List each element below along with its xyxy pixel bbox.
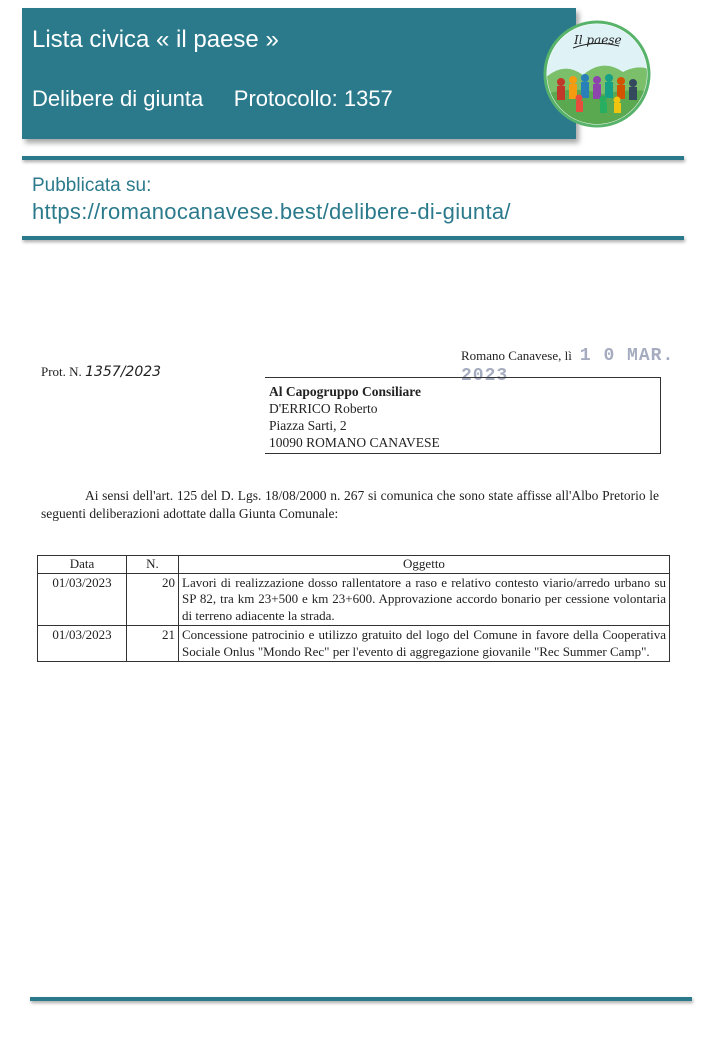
divider-top bbox=[22, 156, 684, 160]
recipient-box bbox=[265, 377, 661, 454]
column-header: Data bbox=[38, 556, 127, 574]
protocol-label: Protocollo: 1357 bbox=[233, 86, 393, 111]
logo-image bbox=[543, 20, 651, 128]
row-subject: Lavori di realizzazione dosso rallentatore a raso e relativo contesto viario/arredo urbano su SP 82, tra km 23+500 e km 23+600. Approvazione accordo bonario per cessione volontaria di terreno adiacente la strada. bbox=[179, 573, 670, 626]
recipient-line: Piazza Sarti, 2 bbox=[269, 418, 347, 433]
recipient-line: Al Capogruppo Consiliare bbox=[269, 384, 422, 399]
table-header-row bbox=[38, 556, 670, 574]
row-number: 20 bbox=[127, 573, 179, 626]
header-banner bbox=[22, 8, 576, 139]
intro-text: Ai sensi dell'art. 125 del D. Lgs. 18/08/2000 n. 267 si comunica che sono state affisse all'Albo Pretorio le seguenti deliberazioni adottate dalla Giunta Comunale: bbox=[41, 488, 659, 521]
published-label: Pubblicata su: bbox=[32, 175, 152, 196]
row-number: 21 bbox=[127, 626, 179, 662]
row-date: 01/03/2023 bbox=[38, 573, 127, 626]
prot-label: Prot. N. bbox=[41, 364, 82, 379]
page-title: Lista civica « il paese » bbox=[32, 26, 279, 53]
column-header: Oggetto bbox=[179, 556, 670, 574]
deliberations-table bbox=[37, 555, 670, 662]
row-subject: Concessione patrocinio e utilizzo gratuito del logo del Comune in favore della Cooperativa Sociale Onlus "Mondo Rec" per l'evento di aggregazione giovanile "Rec Summer Camp". bbox=[179, 626, 670, 662]
recipient-line: 10090 ROMANO CANAVESE bbox=[269, 435, 440, 450]
table-row bbox=[38, 626, 670, 662]
intro-paragraph bbox=[41, 487, 659, 523]
section-label: Delibere di giunta bbox=[32, 86, 204, 111]
divider-bottom bbox=[30, 997, 692, 1001]
date-stamp: 1 0 MAR. 2023 bbox=[461, 346, 675, 386]
recipient-line: D'ERRICO Roberto bbox=[269, 401, 378, 416]
protocol-number bbox=[41, 364, 161, 380]
table-row bbox=[38, 573, 670, 626]
banner-subtitle-row bbox=[32, 86, 393, 112]
published-url[interactable]: https://romanocanavese.best/delibere-di-giunta/ bbox=[32, 199, 511, 224]
row-date: 01/03/2023 bbox=[38, 626, 127, 662]
prot-handwritten: 1357/2023 bbox=[85, 364, 162, 380]
column-header: N. bbox=[127, 556, 179, 574]
divider-middle bbox=[22, 236, 684, 240]
place-label: Romano Canavese, lì bbox=[461, 348, 572, 363]
svg-text:Il paese: Il paese bbox=[574, 33, 622, 47]
